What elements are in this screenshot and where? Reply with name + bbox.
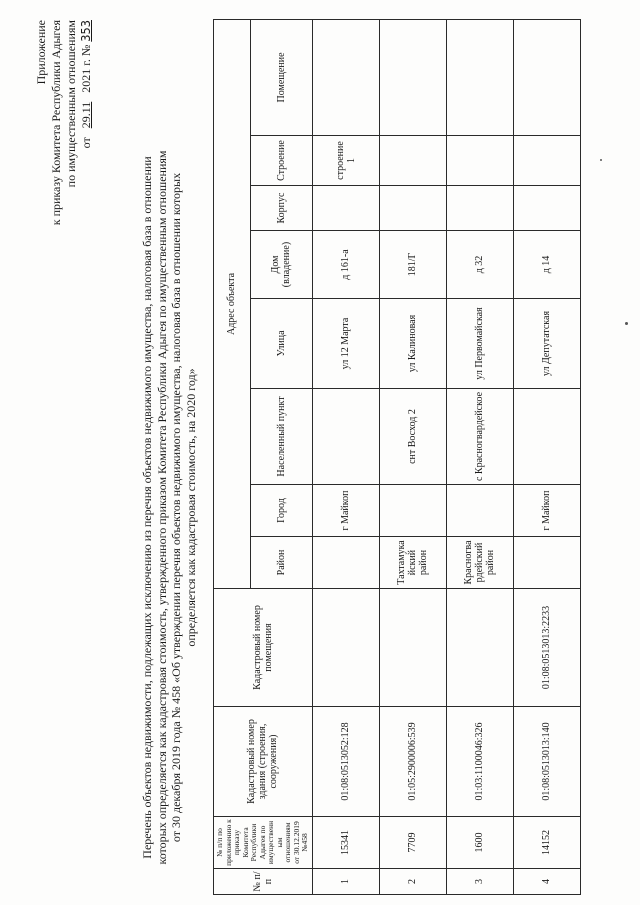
header-cad-building: Кадастровый номер здания (строения, сооружения) (214, 707, 313, 817)
cell-corpus (513, 186, 580, 231)
cell-locality: снт Восход 2 (379, 389, 446, 485)
cell-district (513, 537, 580, 589)
header-cad-premise: Кадастровый номер помещения (214, 589, 313, 707)
table-row (312, 19, 379, 894)
cell-cad-building: 01:03:1100046:326 (446, 707, 513, 817)
cell-cad-premise (312, 589, 379, 707)
cell-building (513, 136, 580, 186)
cell-street: ул Депутатская (513, 299, 580, 389)
cell-street: ул 12 Марта (312, 299, 379, 389)
cell-locality (312, 389, 379, 485)
cell-corpus (379, 186, 446, 231)
cell-premise (513, 19, 580, 135)
cell-n458: 14152 (513, 817, 580, 869)
cell-district: Тахтамукайский район (379, 537, 446, 589)
objects-table (213, 19, 581, 895)
date-value: 29.11 (79, 101, 93, 129)
header-address: Адрес объекта (214, 19, 251, 588)
cell-premise (379, 19, 446, 135)
cell-street: ул Первомайская (446, 299, 513, 389)
document-title: Перечень объектов недвижимости, подлежащих исключению из перечня объектов недвижимого имущества, налоговая база в отношении которых определяется как кадастровая стоимость, утвержденного приказом Комитета Республики Адыгея по имущественным отношениям от 30 декабря 2019 года № 458 «Об утверждении перечня объектов недвижимого имущества, налоговая база в отношении которых определяется как кадастровая стоимость, на 2020 год» (140, 150, 198, 865)
header-corpus: Корпус (250, 186, 312, 231)
cell-city: г Майкоп (513, 485, 580, 537)
order-number: 353 (79, 20, 93, 42)
cell-city: г Майкоп (312, 485, 379, 537)
header-premise: Помещение (250, 19, 312, 135)
cell-cad-building: 01:08:0513052:128 (312, 707, 379, 817)
header-n: № п/п (214, 869, 313, 895)
header-city: Город (250, 485, 312, 537)
cell-cad-premise (446, 589, 513, 707)
cell-house: д 14 (513, 231, 580, 299)
cell-n: 1 (312, 869, 379, 895)
header-district: Район (250, 537, 312, 589)
cell-corpus (446, 186, 513, 231)
date-prefix: от (79, 137, 93, 149)
table-row (446, 19, 513, 894)
cell-n458: 15341 (312, 817, 379, 869)
cell-building (379, 136, 446, 186)
appendix-committee-line: по имущественным отношениям (64, 20, 78, 188)
cell-n: 2 (379, 869, 446, 895)
scan-speck (600, 159, 602, 161)
cell-corpus (312, 186, 379, 231)
appendix-title: Приложение (34, 20, 48, 85)
cell-house: 181/Г (379, 231, 446, 299)
year-text: 2021 г. № (79, 44, 93, 93)
cell-building (446, 136, 513, 186)
cell-locality (513, 389, 580, 485)
scan-speck (625, 322, 628, 325)
cell-cad-building: 01:08:0513013:140 (513, 707, 580, 817)
header-house: Дом (владение) (250, 231, 312, 299)
cell-n: 3 (446, 869, 513, 895)
cell-district: Красногвардейский район (446, 537, 513, 589)
table-header-row (214, 19, 251, 894)
cell-city (446, 485, 513, 537)
appendix-block (34, 20, 94, 225)
cell-building: строение 1 (312, 136, 379, 186)
cell-city (379, 485, 446, 537)
table-row (513, 19, 580, 894)
appendix-date-line (79, 20, 94, 225)
table-row (379, 19, 446, 894)
cell-n: 4 (513, 869, 580, 895)
cell-cad-building: 01:05:2900006:539 (379, 707, 446, 817)
cell-house: д 32 (446, 231, 513, 299)
appendix-order-line: к приказу Комитета Республики Адыгея (49, 20, 63, 226)
cell-n458: 1600 (446, 817, 513, 869)
cell-cad-premise: 01:08:0513013:2233 (513, 589, 580, 707)
header-n458: № п/п по приложению к приказу Комитета Республики Адыгея по имущественным отношениям от 30.12.2019 №458 (214, 817, 313, 869)
cell-district (312, 537, 379, 589)
cell-premise (446, 19, 513, 135)
cell-house: д 161-а (312, 231, 379, 299)
cell-street: ул Калиновая (379, 299, 446, 389)
cell-n458: 7709 (379, 817, 446, 869)
cell-locality: с Красногвардейское (446, 389, 513, 485)
cell-cad-premise (379, 589, 446, 707)
header-street: Улица (250, 299, 312, 389)
header-locality: Населенный пункт (250, 389, 312, 485)
header-building: Строение (250, 136, 312, 186)
cell-premise (312, 19, 379, 135)
